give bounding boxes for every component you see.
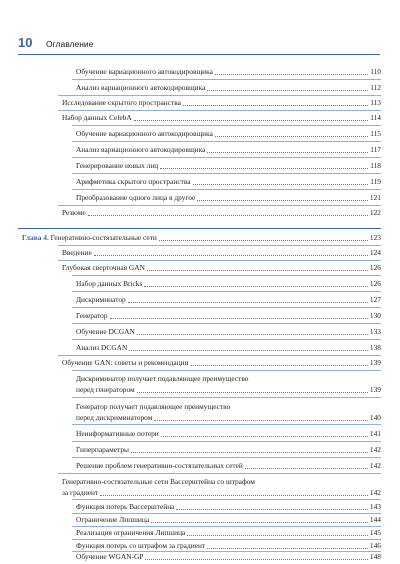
toc-entry-title: Обучение DCGAN [76,327,135,336]
toc-entry-title: Генератор [76,311,108,320]
entry-divider [58,95,381,96]
toc-entry-title: Преобразование одного лица в другое [76,193,196,202]
leader-dots [94,255,368,256]
toc-entry-title: Исследование скрытого пространства [62,98,181,107]
toc-entry-page: 146 [369,541,381,550]
toc-entry-page: 123 [369,233,381,242]
leader-dots [207,548,368,549]
toc-entry-title: Неинформативные потери [76,429,159,438]
toc-entry-title: Набор данных Bricks [76,279,143,288]
toc-entry-title: Генерирование новых лиц [76,161,159,170]
toc-entry-page: 133 [369,327,381,336]
toc-entry-title: Обучение вариационного автокодировщика [76,129,213,138]
toc-entry-title: Резюме [62,208,86,217]
entry-divider [72,307,381,308]
toc-entry-title: Решение проблем генеративно-состязательных сетей [76,461,243,470]
toc-entry[interactable] [76,326,381,337]
entry-divider [72,189,381,190]
leader-dots [100,495,368,496]
toc-entry-title: Арифметика скрытого пространства [76,177,191,186]
entry-divider [58,205,381,206]
chapter-divider [18,228,381,229]
entry-divider [72,457,381,458]
toc-entry[interactable] [76,551,381,562]
entry-divider [58,260,381,261]
toc-entry[interactable] [62,262,381,273]
entry-divider [72,173,381,174]
leader-dots [128,302,368,303]
leader-dots [144,286,368,287]
toc-entry-page: 138 [369,343,381,352]
toc-entry-title: Набор данных CelebA [62,113,132,122]
toc-entry-title: Анализ вариационного автокодировщика [76,83,206,92]
entry-divider [72,275,381,276]
entry-divider [72,424,381,425]
leader-dots [145,559,367,560]
entry-divider [72,441,381,442]
toc-entry-page: 130 [369,311,381,320]
toc-entry[interactable] [62,247,381,258]
leader-dots [154,420,368,421]
toc-entry[interactable] [76,82,381,93]
toc-entry-page: 126 [369,279,381,288]
toc-entry[interactable] [76,428,381,439]
toc-entry[interactable] [62,112,381,123]
toc-entry[interactable] [76,176,381,187]
leader-dots [129,350,368,351]
entry-divider [72,291,381,292]
toc-entry-page: 121 [369,193,381,202]
toc-entry-title: Генеративно-состязательные сети Вассерштейна со штрафом [62,477,255,486]
toc-entry-title-continued: за градиент [62,488,99,497]
toc-entry-page: 124 [369,248,381,257]
leader-dots [131,452,368,453]
toc-entry-title: Обучение GAN: советы и рекомендации [62,358,189,367]
leader-dots [176,509,367,510]
toc-entry-page: 112 [370,83,381,92]
entry-divider [58,355,381,356]
toc-entry[interactable] [76,527,381,538]
chapter-title: Генеративно-состязательные сети [50,233,157,242]
toc-entry-title: Гиперпараметры [76,445,130,454]
leader-dots [161,436,368,437]
toc-entry-title: Ограничение Липшица [76,515,150,524]
leader-dots [215,136,368,137]
entry-divider [72,499,381,500]
toc-entry-page: 139 [369,385,381,394]
leader-dots [159,240,368,241]
entry-divider [72,157,381,158]
toc-entry-page: 140 [369,413,381,422]
toc-entry-title: Анализ вариационного автокодировщика [76,145,206,154]
toc-chapter-entry[interactable] [22,232,381,243]
entry-divider [58,473,381,474]
leader-dots [151,522,368,523]
leader-dots [110,318,368,319]
toc-entry-page: 139 [369,358,381,367]
entry-divider [72,339,381,340]
toc-entry-title: Генератор получает подавляющее преимущество [76,402,231,411]
leader-dots [207,152,368,153]
toc-entry[interactable] [76,373,381,395]
toc-entry-page: 142 [369,445,381,454]
page-number: 10 [18,35,33,50]
toc-entry-title: Функция потерь со штрафом за градиент [76,541,206,550]
toc-entry[interactable] [76,160,381,171]
toc-entry-page: 148 [369,552,381,561]
leader-dots [193,184,369,185]
leader-dots [187,535,368,536]
leader-dots [197,200,368,201]
toc-entry-title: Глубокая сверточная GAN [62,263,145,272]
toc-entry-page: 141 [369,429,381,438]
toc-entry[interactable] [62,357,381,368]
toc-entry[interactable] [76,294,381,305]
leader-dots [147,270,368,271]
leader-dots [183,105,368,106]
toc-entry-page: 117 [370,145,381,154]
toc-entry-title: Обучение WGAN-GP [76,552,144,561]
toc-entry[interactable] [76,540,381,551]
toc-entry-page: 145 [369,528,381,537]
toc-entry-page: 119 [370,177,381,186]
toc-entry-title-continued: перед генератором [76,385,135,394]
toc-entry-page: 122 [369,208,381,217]
toc-entry-title: Дискриминатор получает подавляющее преимущество [76,374,249,383]
leader-dots [245,468,368,469]
toc-entry[interactable] [76,192,381,203]
section-title: Оглавление [46,39,94,49]
entry-divider [72,397,381,398]
toc-entry-page: 143 [369,502,381,511]
toc-entry[interactable] [76,514,381,525]
entry-divider [72,141,381,142]
leader-dots [137,392,368,393]
toc-entry-title: Введение [62,248,92,257]
toc-entry[interactable] [76,444,381,455]
toc-entry[interactable] [62,97,381,108]
toc-entry-page: 144 [369,515,381,524]
toc-entry[interactable] [76,66,381,77]
toc-entry[interactable] [76,501,381,512]
entry-divider [58,110,381,111]
entry-divider [72,323,381,324]
toc-entry-title: Реализация ограничения Липшица [76,528,186,537]
toc-entry[interactable] [76,342,381,353]
leader-dots [191,365,368,366]
toc-entry-title-continued: перед дискриминатором [76,413,153,422]
toc-entry[interactable] [62,476,381,498]
toc-entry-page: 110 [370,67,381,76]
toc-entry[interactable] [76,278,381,289]
entry-divider [72,79,381,80]
entry-divider [58,245,381,246]
toc-entry-title: Дискриминатор [76,295,126,304]
leader-dots [88,215,368,216]
leader-dots [207,90,368,91]
leader-dots [160,168,368,169]
toc-entry-title: Функция потерь Вассерштейна [76,502,175,511]
leader-dots [134,120,369,121]
leader-dots [137,334,368,335]
toc-entry[interactable] [76,310,381,321]
toc-entry[interactable] [76,460,381,471]
entry-divider [72,370,381,371]
toc-entry-page: 118 [370,161,381,170]
toc-entry[interactable] [76,128,381,139]
toc-entry-page: 142 [369,488,381,497]
chapter-label: Глава 4. [22,233,49,242]
toc-entry-page: 127 [369,295,381,304]
toc-entry-title: Обучение вариационного автокодировщика [76,67,213,76]
toc-entry-page: 114 [370,113,381,122]
toc-entry-page: 142 [369,461,381,470]
toc-entry-title: Анализ DCGAN [76,343,128,352]
leader-dots [215,74,368,75]
toc-entry-page: 115 [370,129,381,138]
entry-divider [72,125,381,126]
toc-entry-page: 126 [369,263,381,272]
toc-entry[interactable] [62,207,381,218]
toc-entry-page: 113 [370,98,381,107]
toc-entry[interactable] [76,401,381,423]
toc-entry[interactable] [76,144,381,155]
